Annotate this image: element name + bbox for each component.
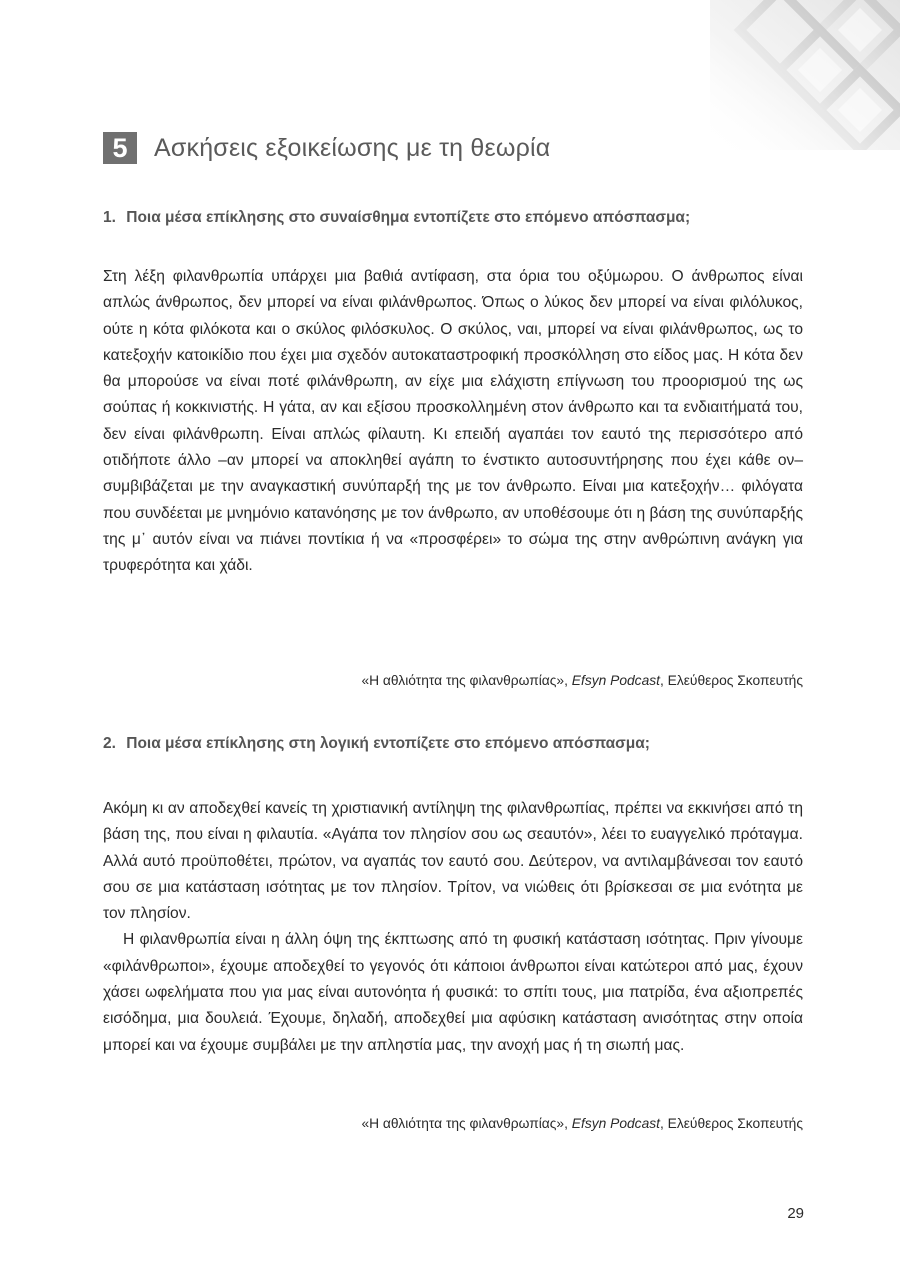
- source-outlet: Efsyn Podcast: [571, 673, 660, 688]
- chapter-title: Ασκήσεις εξοικείωσης με τη θεωρία: [154, 133, 551, 162]
- exercise-2-paragraph-1: Ακόμη κι αν αποδεχθεί κανείς τη χριστιανική αντίληψη της φιλανθρωπίας, πρέπει να εκκινήσει από τη βάση της, που είναι η φιλαυτία. «Αγάπα τον πλησίον σου ως σεαυτόν», λέει το ευαγγελικό πρόταγμα. Αλλά αυτό προϋποθέτει, πρώτον, να αγαπάς τον εαυτό σου. Δεύτερον, να αντιλαμβάνεσαι τον εαυτό σου σε μια κατάσταση ισότητας με τον πλησίον. Τρίτον, να νιώθεις ότι βρίσκεσαι σε μια ενότητα με τον πλησίον.: [103, 800, 803, 923]
- chapter-number-badge: 5: [103, 132, 137, 164]
- corner-decoration: [710, 0, 900, 150]
- exercise-2-question-text: Ποια μέσα επίκλησης στη λογική εντοπίζετε στο επόμενο απόσπασμα;: [126, 735, 650, 752]
- source-author: , Ελεύθερος Σκοπευτής: [659, 1116, 803, 1131]
- exercise-1-number: 1.: [103, 209, 116, 226]
- exercise-2-question: [103, 735, 803, 753]
- exercise-2-number: 2.: [103, 735, 116, 752]
- source-title: «Η αθλιότητα της φιλανθρωπίας»,: [361, 673, 572, 688]
- source-outlet: Efsyn Podcast: [571, 1116, 660, 1131]
- exercise-2-source: [361, 1116, 803, 1131]
- exercise-2-passage: [103, 796, 803, 1059]
- exercise-2-paragraph-2: Η φιλανθρωπία είναι η άλλη όψη της έκπτωσης από τη φυσική κατάσταση ισότητας. Πριν γίνουμε «φιλάνθρωποι», έχουμε αποδεχθεί το γεγονός ότι κάποιοι άνθρωποι είναι κατώτεροι από μας, έχουν χάσει ωφελήματα που για μας είναι αυτονόητα ή φυσικά: το σπίτι τους, μια πατρίδα, ένα αξιοπρεπές εισόδημα, μια δουλειά. Έχουμε, δηλαδή, αποδεχθεί μια αφύσικη κατάσταση ανισότητας στην οποία μπορεί και να έχουμε συμβάλει με την απληστία μας, την ανοχή μας ή τη σιωπή μας.: [103, 931, 803, 1054]
- chapter-header: [103, 130, 550, 166]
- source-title: «Η αθλιότητα της φιλανθρωπίας»,: [361, 1116, 572, 1131]
- source-author: , Ελεύθερος Σκοπευτής: [659, 673, 803, 688]
- exercise-1-question: [103, 209, 803, 227]
- exercise-1-paragraph: Στη λέξη φιλανθρωπία υπάρχει μια βαθιά αντίφαση, στα όρια του οξύμωρου. Ο άνθρωπος είναι απλώς άνθρωπος, δεν μπορεί να είναι φιλάνθρωπος. Όπως ο λύκος δεν μπορεί να είναι φιλόλυκος, ούτε η κότα φιλόκοτα και ο σκύλος φιλόσκυλος. Ο σκύλος, ναι, μπορεί να είναι φιλάνθρωπος, ως το κατεξοχήν κατοικίδιο που έχει μια σχεδόν αυτοκαταστροφική προσκόλληση στο είδος μας. Η κότα δεν θα μπορούσε να είναι ποτέ φιλάνθρωπη, αν είχε μια ελάχιστη επίγνωση του προορισμού της ως σούπας ή κοκκινιστής. Η γάτα, αν και εξίσου προσκολλημένη στον άνθρωπο και τα ενδιαιτήματά του, δεν είναι φιλάνθρωπη. Είναι απλώς φίλαυτη. Κι επειδή αγαπάει τον εαυτό της περισσότερο από οτιδήποτε άλλο –αν μπορεί να αποκληθεί αγάπη το ένστικτο αυτοσυντήρησης που έχει κάθε ον– συμβιβάζεται με την αναγκαστική συνύπαρξή της με τον άνθρωπο. Είναι μια κατεξοχήν… φιλόγατα που συνδέεται με μνημόνιο κατανόησης με τον άνθρωπο, αν υποθέσουμε ότι η βάση της συνύπαρξής της μ᾽ αυτόν είναι να πιάνει ποντίκια ή να «προσφέρει» το σώμα της στην ανθρώπινη ανάγκη για τρυφερότητα και χάδι.: [103, 268, 803, 575]
- exercise-1-source: [361, 673, 803, 688]
- exercise-1-passage: [103, 264, 803, 580]
- page-number: 29: [787, 1205, 804, 1222]
- diamond-pattern-icon: [710, 0, 900, 150]
- exercise-1-question-text: Ποια μέσα επίκλησης στο συναίσθημα εντοπίζετε στο επόμενο απόσπασμα;: [126, 209, 691, 226]
